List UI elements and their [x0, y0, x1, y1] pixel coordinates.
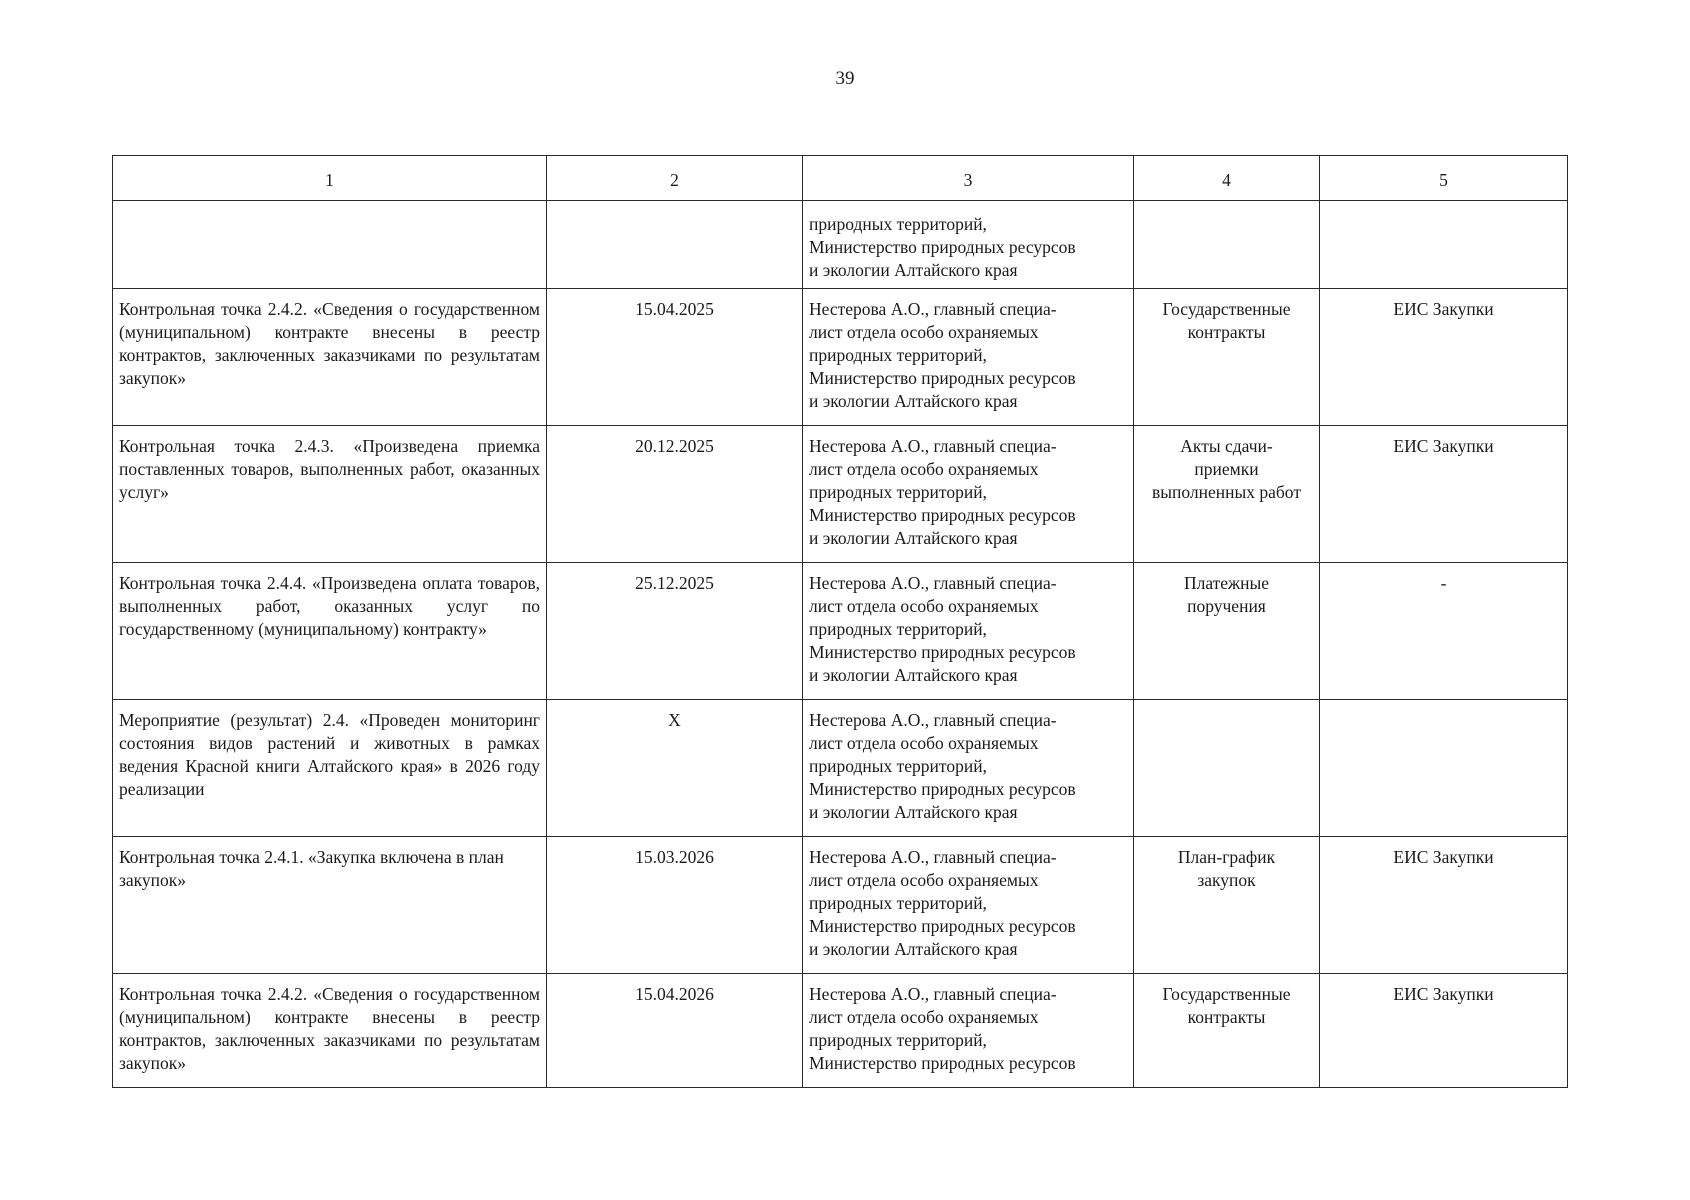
document-cell: Государственные контракты	[1134, 974, 1320, 1088]
responsible-cell: Нестерова А.О., главный специа- лист отдела особо охраняемых природных территорий, Министерство природных ресурсов	[803, 974, 1134, 1088]
responsible-cell: Нестерова А.О., главный специа- лист отдела особо охраняемых природных территорий, Министерство природных ресурсов и экологии Алтайского края	[803, 700, 1134, 837]
date-cell: 15.04.2025	[547, 289, 803, 426]
table-row	[113, 837, 1568, 974]
date-cell: 15.03.2026	[547, 837, 803, 974]
page-number: 39	[835, 68, 855, 89]
date-cell: 20.12.2025	[547, 426, 803, 563]
table-row	[113, 426, 1568, 563]
system-cell	[1320, 700, 1568, 837]
control-points-table	[112, 155, 1568, 1088]
measure-cell: Контрольная точка 2.4.2. «Сведения о государственном (муниципальном) контракте внесены в реестр контрактов, заключенных заказчиками по результатам закупок»	[113, 289, 547, 426]
system-cell: -	[1320, 563, 1568, 700]
responsible-cell: природных территорий, Министерство природных ресурсов и экологии Алтайского края	[803, 201, 1134, 289]
responsible-cell: Нестерова А.О., главный специа- лист отдела особо охраняемых природных территорий, Министерство природных ресурсов и экологии Алтайского края	[803, 426, 1134, 563]
date-cell: 25.12.2025	[547, 563, 803, 700]
document-cell: Платежные поручения	[1134, 563, 1320, 700]
document-cell	[1134, 201, 1320, 289]
table-row	[113, 974, 1568, 1088]
measure-cell: Контрольная точка 2.4.3. «Произведена приемка поставленных товаров, выполненных работ, оказанных услуг»	[113, 426, 547, 563]
date-cell: X	[547, 700, 803, 837]
date-cell	[547, 201, 803, 289]
measure-cell: Контрольная точка 2.4.2. «Сведения о государственном (муниципальном) контракте внесены в реестр контрактов, заключенных заказчиками по результатам закупок»	[113, 974, 547, 1088]
document-cell: Государственные контракты	[1134, 289, 1320, 426]
document-cell: План-график закупок	[1134, 837, 1320, 974]
column-header-3: 3	[803, 156, 1134, 201]
measure-cell: Мероприятие (результат) 2.4. «Проведен мониторинг состояния видов растений и животных в рамках ведения Красной книги Алтайского края» в 2026 году реализации	[113, 700, 547, 837]
document-cell: Акты сдачи- приемки выполненных работ	[1134, 426, 1320, 563]
system-cell: ЕИС Закупки	[1320, 974, 1568, 1088]
measure-cell	[113, 201, 547, 289]
column-header-2: 2	[547, 156, 803, 201]
column-header-1: 1	[113, 156, 547, 201]
column-header-4: 4	[1134, 156, 1320, 201]
table-header-row	[113, 156, 1568, 201]
system-cell: ЕИС Закупки	[1320, 426, 1568, 563]
responsible-cell: Нестерова А.О., главный специа- лист отдела особо охраняемых природных территорий, Министерство природных ресурсов и экологии Алтайского края	[803, 563, 1134, 700]
document-cell	[1134, 700, 1320, 837]
responsible-cell: Нестерова А.О., главный специа- лист отдела особо охраняемых природных территорий, Министерство природных ресурсов и экологии Алтайского края	[803, 837, 1134, 974]
table-row	[113, 201, 1568, 289]
date-cell: 15.04.2026	[547, 974, 803, 1088]
system-cell: ЕИС Закупки	[1320, 837, 1568, 974]
table-row	[113, 700, 1568, 837]
table-row	[113, 563, 1568, 700]
responsible-cell: Нестерова А.О., главный специа- лист отдела особо охраняемых природных территорий, Министерство природных ресурсов и экологии Алтайского края	[803, 289, 1134, 426]
measure-cell: Контрольная точка 2.4.4. «Произведена оплата товаров, выполненных работ, оказанных услуг по государственному (муниципальному) контракту»	[113, 563, 547, 700]
column-header-5: 5	[1320, 156, 1568, 201]
table-row	[113, 289, 1568, 426]
system-cell: ЕИС Закупки	[1320, 289, 1568, 426]
system-cell	[1320, 201, 1568, 289]
measure-cell: Контрольная точка 2.4.1. «Закупка включена в план закупок»	[113, 837, 547, 974]
